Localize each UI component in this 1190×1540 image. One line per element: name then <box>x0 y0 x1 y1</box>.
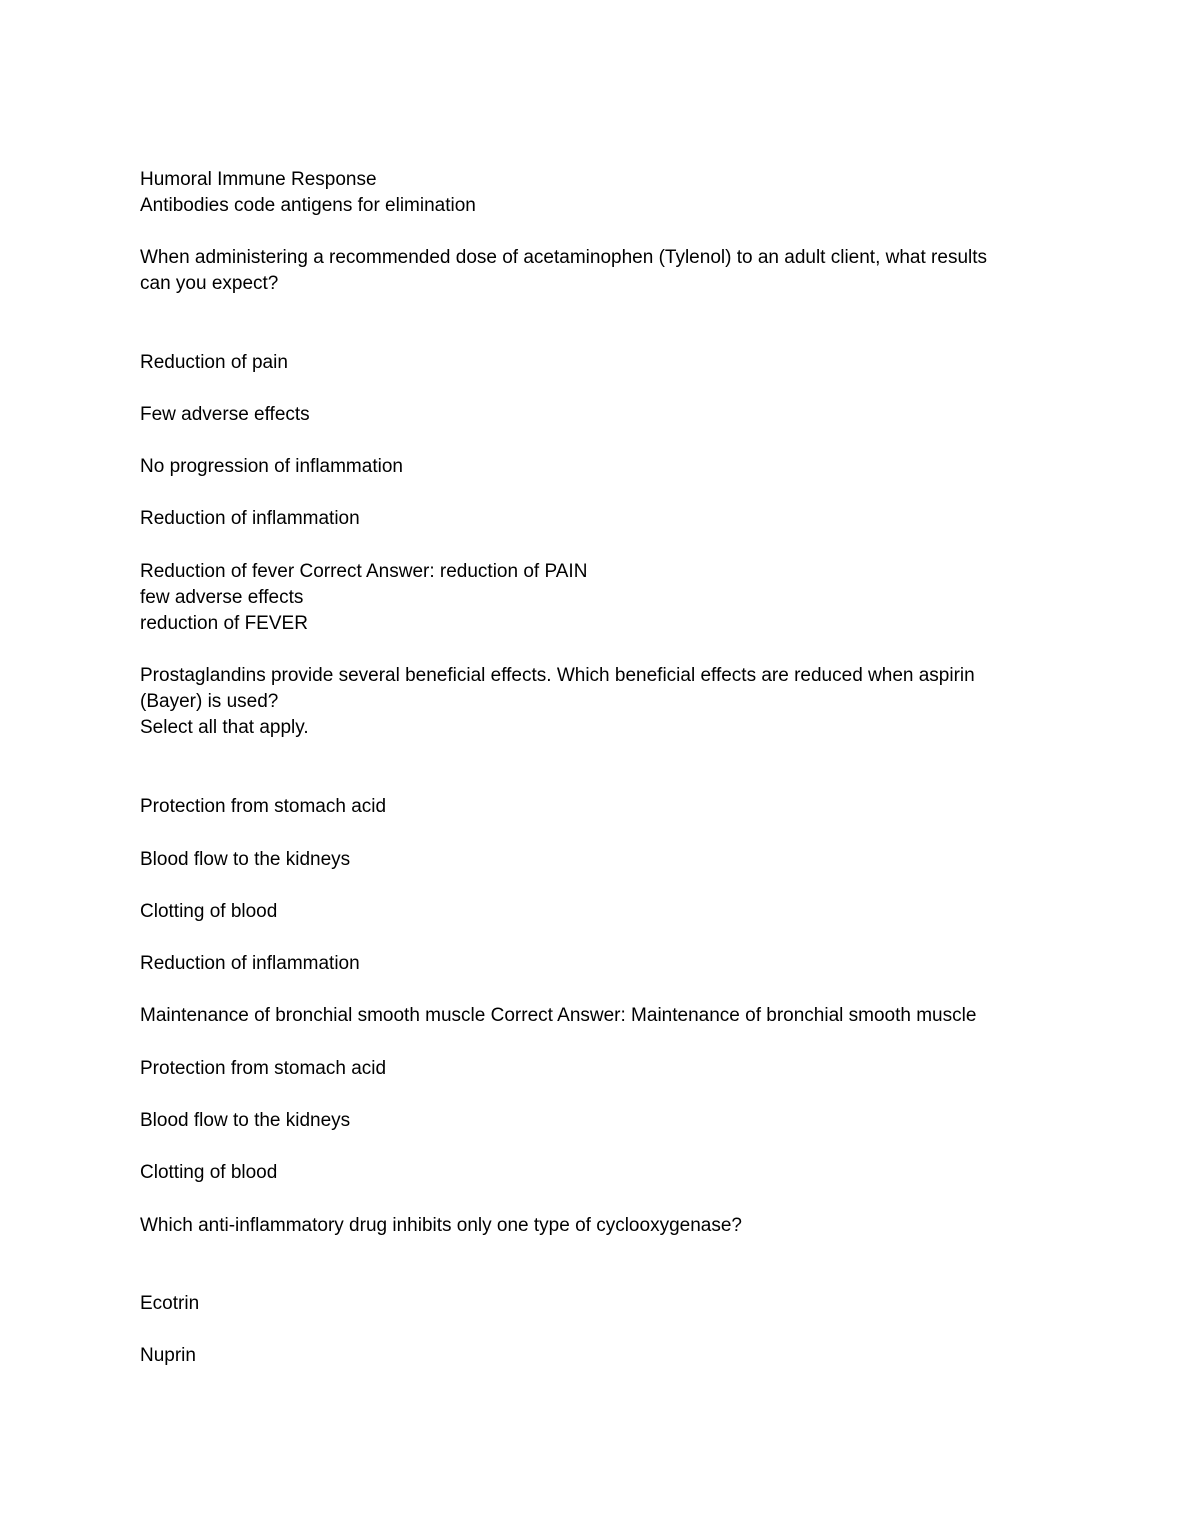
q3-question: Which anti-inflammatory drug inhibits only one type of cyclooxygenase? <box>140 1215 742 1236</box>
q1-option: No progression of inflammation <box>140 456 403 477</box>
document-title: Humoral Immune Response <box>140 169 377 190</box>
q2-question-line: (Bayer) is used? <box>140 691 279 712</box>
q2-option: Reduction of inflammation <box>140 953 360 974</box>
q1-option: Reduction of pain <box>140 352 288 373</box>
document-subtitle: Antibodies code antigens for elimination <box>140 195 476 216</box>
q1-answer-line: few adverse effects <box>140 587 304 608</box>
q1-option-with-answer: Reduction of fever Correct Answer: reduction of PAIN <box>140 561 588 582</box>
q3-option: Ecotrin <box>140 1293 200 1314</box>
q2-answer-line: Clotting of blood <box>140 1162 278 1183</box>
q2-option-with-answer: Maintenance of bronchial smooth muscle Correct Answer: Maintenance of bronchial smooth muscle <box>140 1005 977 1026</box>
q1-question-line: When administering a recommended dose of acetaminophen (Tylenol) to an adult client, what results <box>140 247 988 268</box>
q2-instruction: Select all that apply. <box>140 717 309 738</box>
q2-option: Clotting of blood <box>140 901 278 922</box>
q1-option: Reduction of inflammation <box>140 508 360 529</box>
q1-option: Few adverse effects <box>140 404 310 425</box>
q2-option: Blood flow to the kidneys <box>140 849 351 870</box>
q1-answer-line: reduction of FEVER <box>140 613 308 634</box>
q2-option: Protection from stomach acid <box>140 796 387 817</box>
q1-question-line: can you expect? <box>140 273 279 294</box>
q2-answer-line: Blood flow to the kidneys <box>140 1110 351 1131</box>
q3-option: Nuprin <box>140 1345 196 1366</box>
q2-question-line: Prostaglandins provide several beneficial effects. Which beneficial effects are reduced when aspirin <box>140 665 975 686</box>
q2-answer-line: Protection from stomach acid <box>140 1058 387 1079</box>
